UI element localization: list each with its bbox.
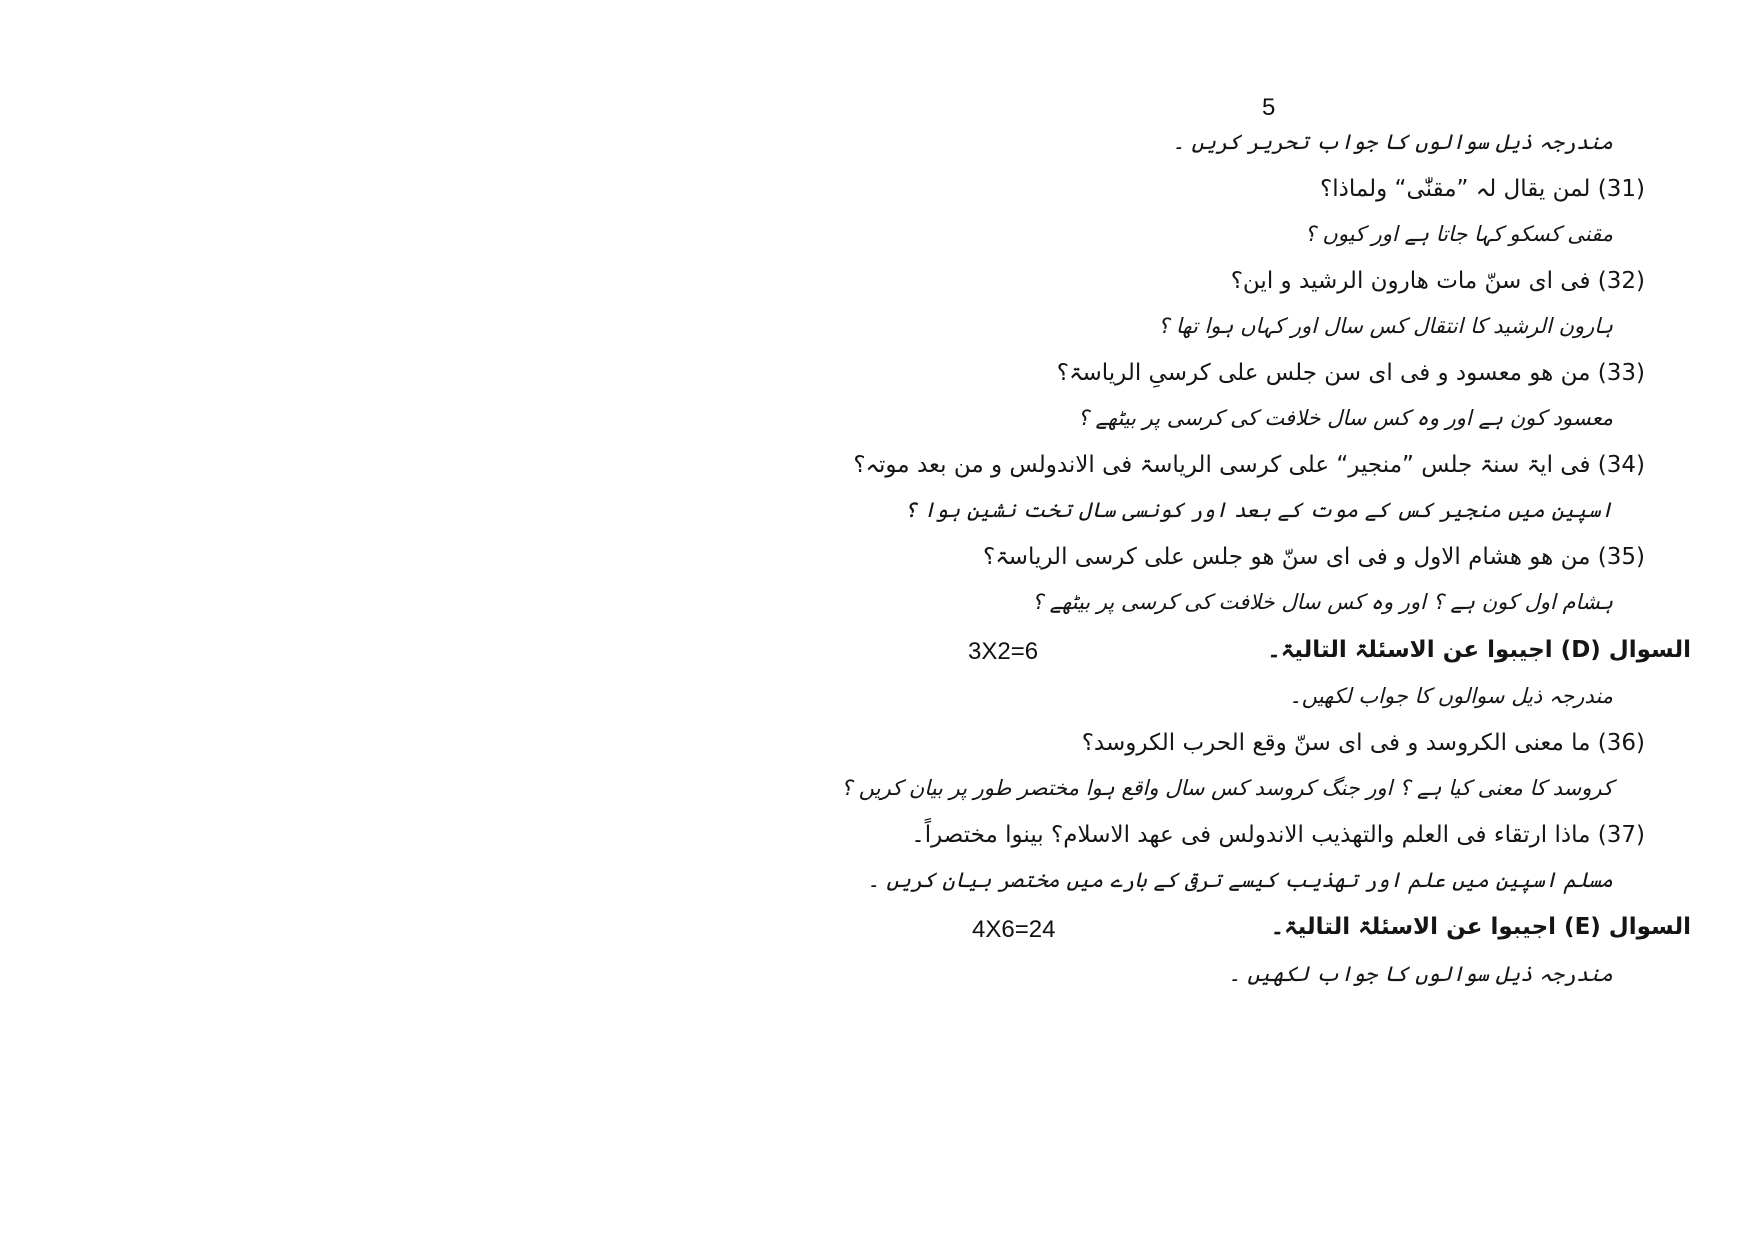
question-35-urdu: ہشام اول کون ہے ؟ اور وہ کس سال خلافت کی کرسی پر بیٹھے ؟ xyxy=(1031,590,1613,614)
page-number: 5 xyxy=(1262,94,1276,121)
question-33-arabic: (33) من هو معسود و فی ای سن جلس علی کرسیِ الریاسۃ؟ xyxy=(1056,360,1645,386)
question-32-urdu: ہارون الرشید کا انتقال کس سال اور کہاں ہوا تھا ؟ xyxy=(1158,314,1613,338)
section-d-instruction: مندرجہ ذیل سوالوں کا جواب لکھیں۔ xyxy=(1289,684,1613,708)
question-37-arabic: (37) ماذا ارتقاء فی العلم والتهذیب الاندولس فی عهد الاسلام؟ بینوا مختصراً۔ xyxy=(911,822,1645,848)
question-32-arabic: (32) فی ای سنّ مات هارون الرشید و این؟ xyxy=(1230,268,1645,294)
question-36-urdu: کروسد کا معنی کیا ہے ؟ اور جنگ کروسد کس سال واقع ہوا مختصر طور پر بیان کریں ؟ xyxy=(840,776,1613,800)
question-34-urdu: اسپین میں منجیر کس کے موت کے بعد اور کونسی سال تخت نشین ہوا ؟ xyxy=(904,498,1613,522)
intro-instruction: مندرجہ ذیل سوالوں کا جواب تحریر کریں ۔ xyxy=(1172,130,1613,154)
question-35-arabic: (35) من هو هشام الاول و فی ای سنّ هو جلس علی کرسی الریاسۃ؟ xyxy=(983,544,1645,570)
question-31-arabic: (31) لمن یقال لہ ”مقنّٰی“ ولماذا؟ xyxy=(1319,176,1645,202)
section-e-marks: 4X6=24 xyxy=(972,916,1056,943)
question-31-urdu: مقنی کسکو کہا جاتا ہے اور کیوں ؟ xyxy=(1304,222,1613,246)
question-36-arabic: (36) ما معنی الکروسد و فی ای سنّ وقع الحرب الکروسد؟ xyxy=(1081,730,1645,756)
section-e-heading: السوال (E) اجیبوا عن الاسئلۃ التالیۃ۔ xyxy=(1270,914,1691,940)
section-e-instruction: مندرجہ ذیل سوالوں کا جواب لکھیں ۔ xyxy=(1228,962,1613,986)
section-d-heading: السوال (D) اجیبوا عن الاسئلۃ التالیۃ۔ xyxy=(1267,637,1691,663)
question-34-arabic: (34) فی ایۃ سنۃ جلس ”منجیر“ علی کرسی الریاسۃ فی الاندولس و من بعد موتہ؟ xyxy=(853,452,1645,478)
question-33-urdu: معسود کون ہے اور وہ کس سال خلافت کی کرسی پر بیٹھے ؟ xyxy=(1077,406,1613,430)
question-37-urdu: مسلم اسپین میں علم اور تھذیب کیسے ترقی کے بارے میں مختصر بیان کریں ۔ xyxy=(867,868,1613,892)
section-d-marks: 3X2=6 xyxy=(968,638,1039,665)
